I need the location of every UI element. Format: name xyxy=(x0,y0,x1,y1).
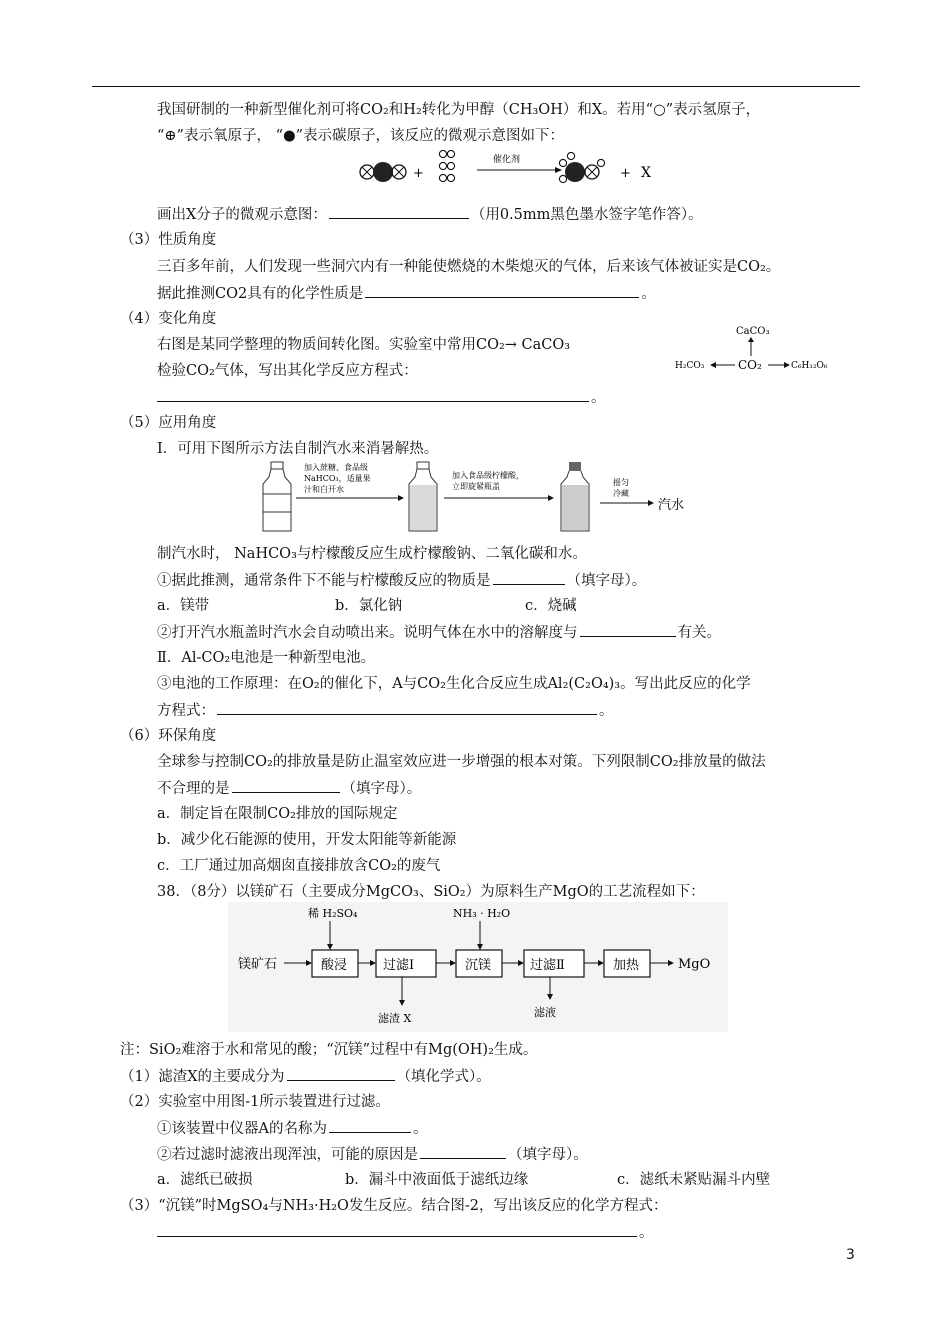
flow-box-label: 过滤Ⅰ xyxy=(383,958,415,973)
option-line xyxy=(157,1170,770,1190)
answer-blank[interactable] xyxy=(493,570,565,585)
step2-text: 立即旋紧瓶盖 xyxy=(452,482,500,491)
text-line: 方程式： 。 xyxy=(157,700,614,721)
section-heading: （5）应用角度 xyxy=(120,415,217,431)
answer-blank[interactable] xyxy=(329,204,469,219)
step1-text: 加入蔗糖、食品级 xyxy=(304,463,368,472)
catalyst-label: 催化剂 xyxy=(493,155,521,165)
plus-sign: + xyxy=(620,166,631,181)
bottle-empty xyxy=(263,462,291,531)
step1-text: NaHCO₃，适量果 xyxy=(304,474,371,483)
answer-blank[interactable] xyxy=(365,283,639,298)
text-line: 画出X分子的微观示意图： （用0.5mm黑色墨水签字笔作答）。 xyxy=(157,204,703,225)
flow-box-label: 加热 xyxy=(613,958,640,973)
answer-blank[interactable] xyxy=(580,622,676,637)
text-line: 右图是某同学整理的物质间转化图。实验室中常用CO₂→ CaCO₃ xyxy=(157,337,571,353)
text-line: Ⅰ．可用下图所示方法自制汽水来消暑解热。 xyxy=(157,441,439,457)
bottle-capped xyxy=(561,462,589,531)
text-line: ①据此推测，通常条件下不能与柠檬酸反应的物质是 （填字母）。 xyxy=(157,570,646,591)
step2-text: 加入食品级柠檬酸， xyxy=(452,471,524,480)
answer-blank[interactable] xyxy=(157,387,589,402)
page-number: 3 xyxy=(846,1247,855,1263)
co2-molecule xyxy=(360,162,406,182)
answer-blank[interactable] xyxy=(157,1222,637,1237)
text-line: 检验CO₂气体，写出其化学反应方程式： xyxy=(157,363,418,379)
text-line: Ⅱ．Al-CO₂电池是一种新型电池。 xyxy=(157,650,376,666)
reaction-micro-diagram xyxy=(355,148,665,196)
text-line: 全球参与控制CO₂的排放量是防止温室效应进一步增强的根本对策。下列限制CO₂排放量的做法 xyxy=(157,754,766,770)
text-line: 制汽水时， NaHCO₃与柠檬酸反应生成柠檬酸钠、二氧化碳和水。 xyxy=(157,546,587,562)
option-a[interactable]: a．镁带 xyxy=(157,598,210,614)
flow-box-label: 过滤Ⅱ xyxy=(530,958,565,973)
methanol-molecule xyxy=(559,152,604,182)
text-line: “⊕”表示氧原子， “●”表示碳原子，该反应的微观示意图如下： xyxy=(157,128,565,144)
answer-blank[interactable] xyxy=(217,700,597,715)
answer-blank[interactable] xyxy=(329,1118,411,1133)
arrow-head xyxy=(555,167,562,173)
plus-sign: + xyxy=(413,166,424,181)
option-a[interactable]: a．制定旨在限制CO₂排放的国际规定 xyxy=(157,806,398,822)
ore-label: 镁矿石 xyxy=(238,957,278,972)
product-label: MgO xyxy=(678,957,711,972)
text-line: 我国研制的一种新型催化剂可将CO₂和H₂转化为甲醇（CH₃OH）和X。若用“○”表示氢原子， xyxy=(157,102,761,118)
option-a[interactable]: a．滤纸已破损 xyxy=(157,1172,253,1188)
text-line: ①该装置中仪器A的名称为 。 xyxy=(157,1118,427,1139)
section-heading: （6）环保角度 xyxy=(120,728,217,744)
text-line: ②若过滤时滤液出现浑浊，可能的原因是 （填字母）。 xyxy=(157,1144,588,1165)
text-line: 三百多年前，人们发现一些洞穴内有一种能使燃烧的木柴熄灭的气体，后来该气体被证实是CO₂。 xyxy=(157,259,781,275)
process-flow-diagram xyxy=(228,902,728,1032)
option-b[interactable]: b．漏斗中液面低于滤纸边缘 xyxy=(345,1172,529,1188)
bottle-filled xyxy=(409,462,437,531)
step3-text: 摇匀 xyxy=(613,478,629,487)
question-38: 38．（8分）以镁矿石（主要成分MgCO₃、SiO₂）为原料生产MgO的工艺流程如下： xyxy=(157,884,705,900)
h2co3-label: H₂CO₃ xyxy=(675,361,705,371)
ammonia-label: NH₃ · H₂O xyxy=(453,907,511,920)
step1-text: 汁和白开水 xyxy=(304,485,344,494)
option-b[interactable]: b．氯化钠 xyxy=(335,598,403,614)
caco3-label: CaCO₃ xyxy=(736,326,770,337)
section-heading: （3）性质角度 xyxy=(120,232,217,248)
soda-label: 汽水 xyxy=(658,498,685,513)
acid-label: 稀 H₂SO₄ xyxy=(308,907,358,920)
step3-text: 冷藏 xyxy=(613,489,629,498)
header-rule xyxy=(92,86,860,87)
option-b[interactable]: b．减少化石能源的使用，开发太阳能等新能源 xyxy=(157,832,457,848)
option-line xyxy=(157,596,577,616)
transformation-diagram xyxy=(672,320,842,382)
option-c[interactable]: c．滤纸未紧贴漏斗内壁 xyxy=(617,1172,771,1188)
section-heading: （4）变化角度 xyxy=(120,311,217,327)
soda-making-diagram xyxy=(258,460,698,536)
text-line: （3）“沉镁”时MgSO₄与NH₃·H₂O发生反应。结合图-2，写出该反应的化学方程式： xyxy=(120,1198,668,1214)
option-c[interactable]: c．工厂通过加高烟囱直接排放含CO₂的废气 xyxy=(157,858,441,874)
answer-blank[interactable] xyxy=(232,778,340,793)
residue-label: 滤渣 X xyxy=(378,1012,412,1025)
x-label: X xyxy=(641,165,651,181)
text-line: （2）实验室中用图-1所示装置进行过滤。 xyxy=(120,1094,390,1110)
text-line: 。 xyxy=(157,1222,654,1243)
flow-box-label: 沉镁 xyxy=(465,958,492,973)
text-line: ②打开汽水瓶盖时汽水会自动喷出来。说明气体在水中的溶解度与 有关。 xyxy=(157,622,721,643)
text-line: 据此推测CO2具有的化学性质是 。 xyxy=(157,283,656,304)
option-c[interactable]: c．烧碱 xyxy=(525,598,577,614)
flow-box-label: 酸浸 xyxy=(321,958,348,973)
text-line: 不合理的是 （填字母）。 xyxy=(157,778,421,799)
text-line: （1）滤渣X的主要成分为 （填化学式）。 xyxy=(120,1066,491,1087)
note-line: 注：SiO₂难溶于水和常见的酸；“沉镁”过程中有Mg(OH)₂生成。 xyxy=(120,1042,538,1058)
answer-blank[interactable] xyxy=(287,1066,395,1081)
co2-label: CO₂ xyxy=(738,358,762,372)
filtrate-label: 滤液 xyxy=(534,1006,556,1019)
glucose-label: C₆H₁₂O₆ xyxy=(791,361,828,371)
answer-blank[interactable] xyxy=(420,1144,506,1159)
text-line: 。 xyxy=(157,387,606,408)
h2-molecules xyxy=(439,150,454,181)
text-line: ③电池的工作原理：在O₂的催化下，A与CO₂生化合反应生成Al₂(C₂O₄)₃。写出此反应的化学 xyxy=(157,676,751,692)
